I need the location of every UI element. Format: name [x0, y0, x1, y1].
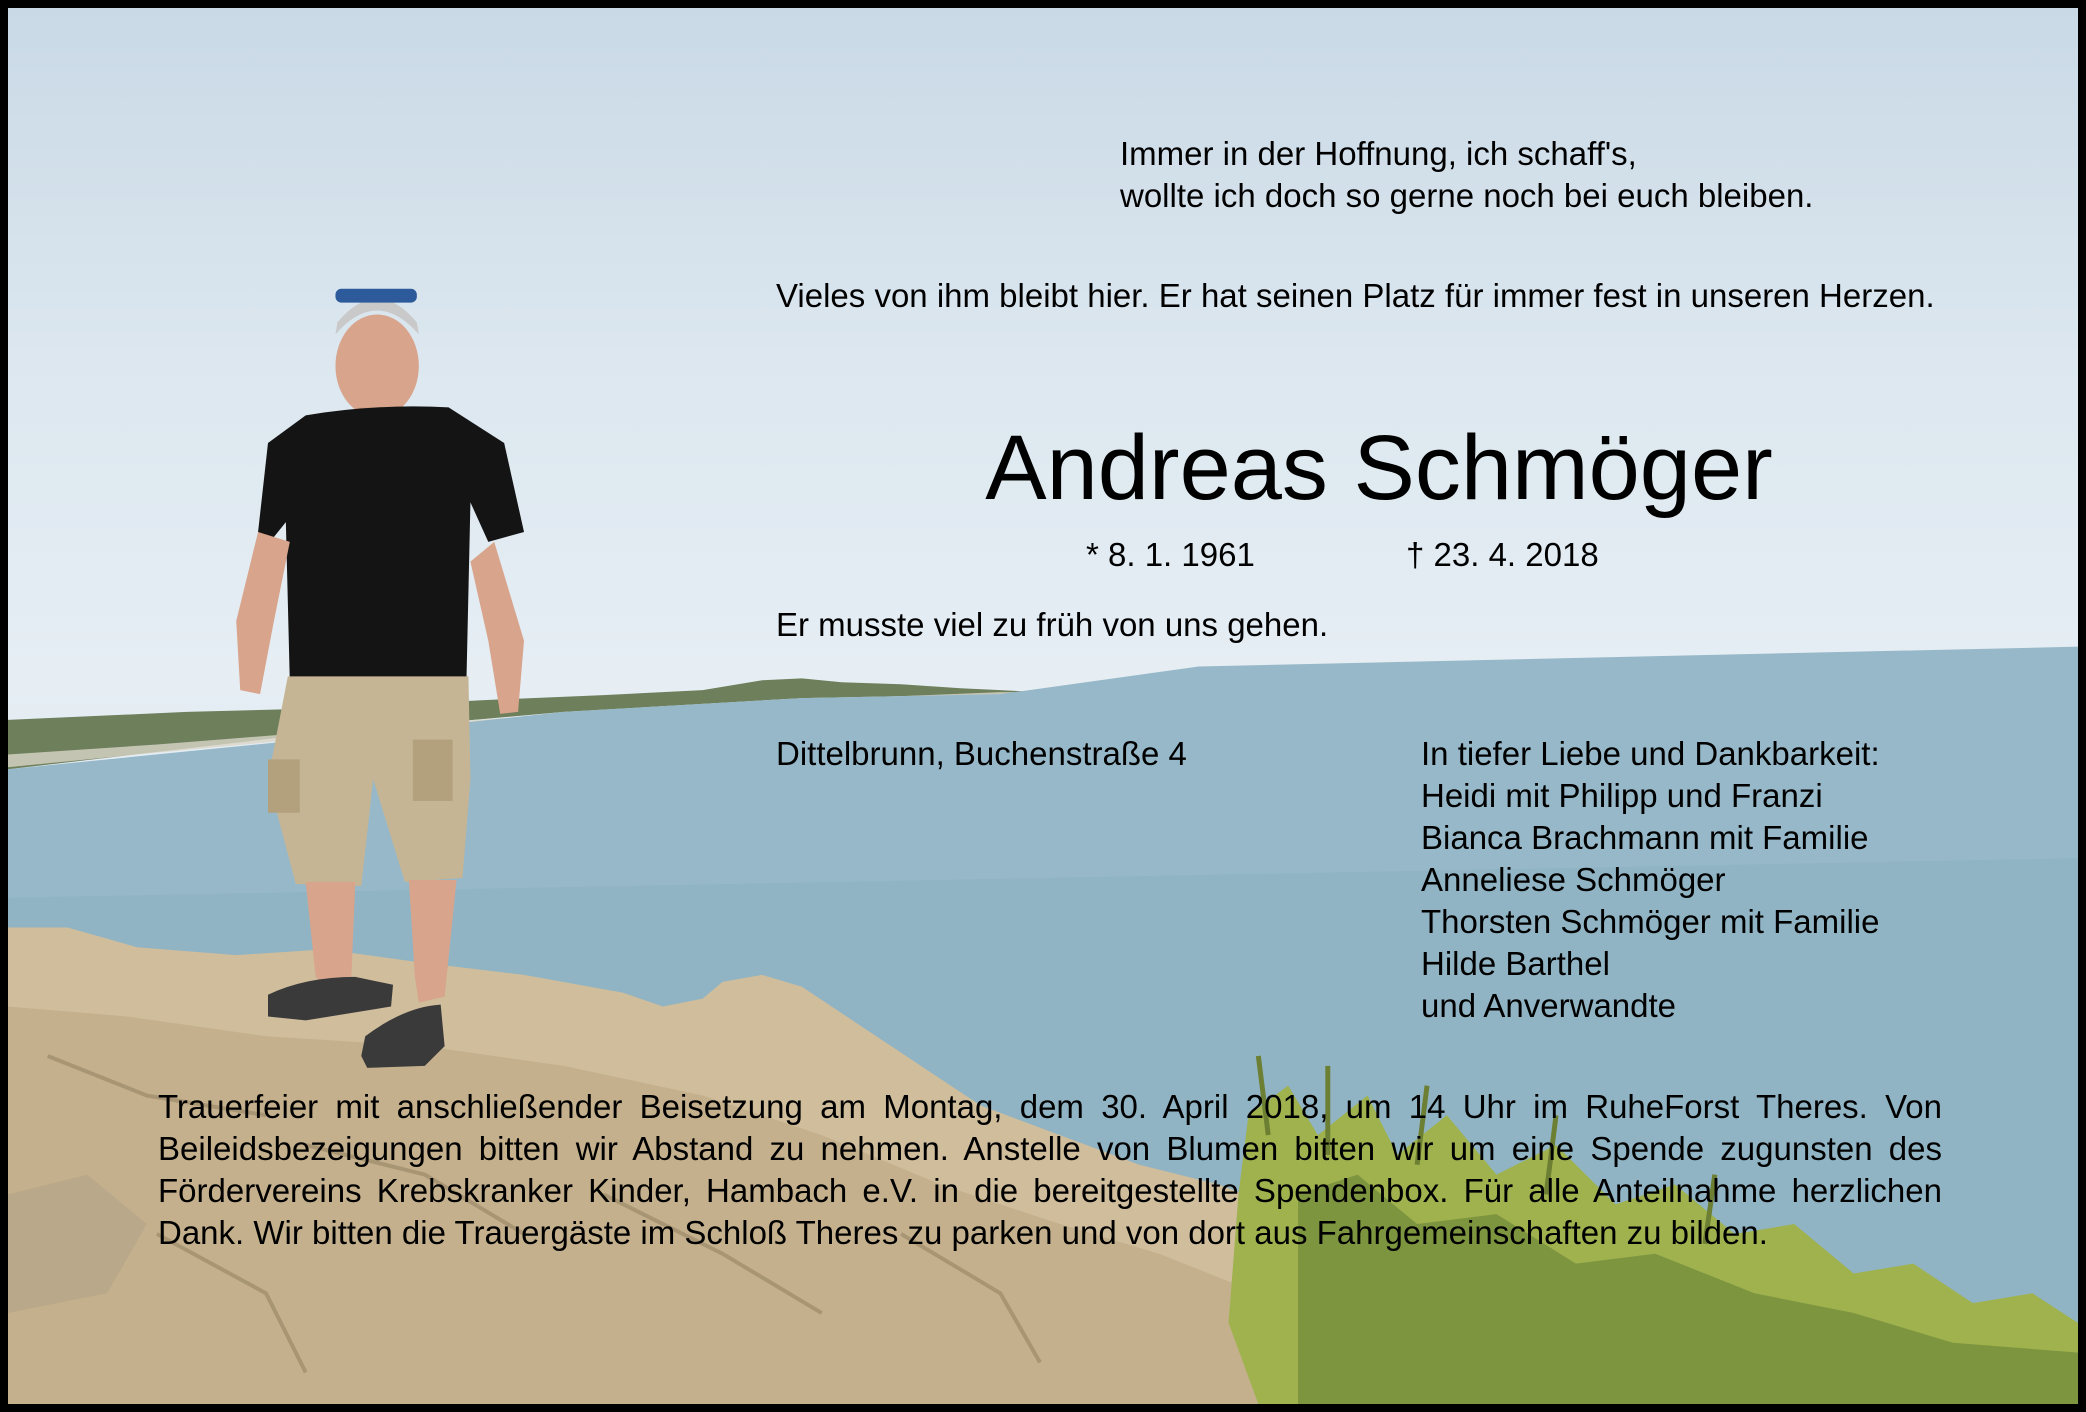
quote-text: Vieles von ihm bleibt hier. Er hat seinen Platz für immer fest in unseren Herzen.	[776, 277, 1935, 314]
mourner-name: und Anverwandte	[1421, 987, 1677, 1024]
mourners-heading: In tiefer Liebe und Dankbarkeit:	[1421, 735, 1880, 772]
mourners-list	[1421, 733, 1880, 1027]
mourner-name: Thorsten Schmöger mit Familie	[1421, 903, 1880, 940]
mourner-name: Heidi mit Philipp und Franzi	[1421, 777, 1823, 814]
address: Dittelbrunn, Buchenstraße 4	[776, 735, 1187, 772]
mourner-name: Hilde Barthel	[1421, 945, 1610, 982]
deceased-name: Andreas Schmöger	[985, 417, 1773, 519]
mourner-name: Bianca Brachmann mit Familie	[1421, 819, 1869, 856]
verse-line-2: wollte ich doch so gerne noch bei euch bleiben.	[1120, 177, 1814, 214]
birth-date: * 8. 1. 1961	[1086, 536, 1255, 573]
mourner-name: Anneliese Schmöger	[1421, 861, 1726, 898]
early-line: Er musste viel zu früh von uns gehen.	[776, 606, 1329, 643]
death-date: † 23. 4. 2018	[1406, 536, 1599, 573]
service-text: Trauerfeier mit anschließender Beisetzung am Montag, dem 30. April 2018, um 14 Uhr im RuheForst Theres. Von Beileidsbezeigungen bitten wir Abstand zu nehmen. Anstelle von Blumen bitten wir um eine Spende zugunsten des Fördervereins Krebskranker Kinder, Hambach e.V. in die bereitgestellte Spendenbox. Für alle Anteilnahme herzlichen Dank. Wir bitten die Trauergäste im Schloß Theres zu parken und von dort aus Fahrgemeinschaften zu bilden.	[158, 1088, 1942, 1251]
verse-line-1: Immer in der Hoffnung, ich schaff's,	[1120, 135, 1637, 172]
verse	[1120, 133, 1813, 217]
